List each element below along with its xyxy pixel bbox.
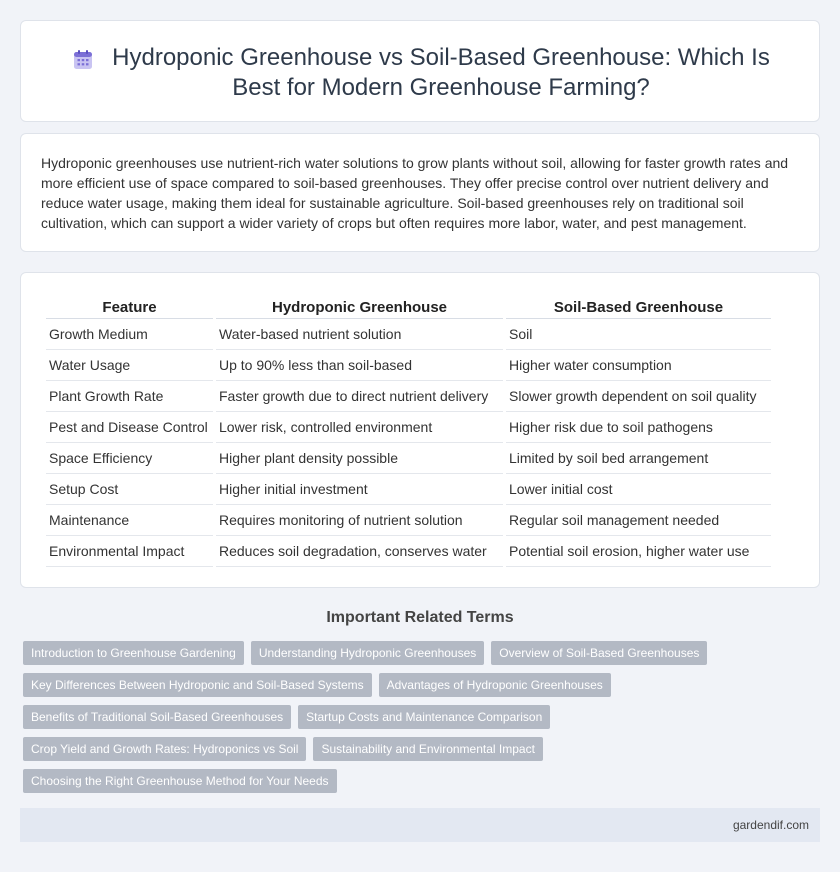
table-cell: Lower initial cost — [506, 474, 771, 505]
comparison-table — [43, 296, 774, 567]
page-title: Hydroponic Greenhouse vs Soil-Based Greenhouse: Which Is Best for Modern Greenhouse Farming? — [112, 44, 770, 101]
table-cell: Requires monitoring of nutrient solution — [216, 505, 503, 536]
table-cell: Pest and Disease Control — [46, 412, 213, 443]
table-cell: Up to 90% less than soil-based — [216, 350, 503, 381]
table-cell: Limited by soil bed arrangement — [506, 443, 771, 474]
table-header-row — [46, 296, 771, 319]
footer — [20, 808, 820, 842]
table-cell: Growth Medium — [46, 319, 213, 350]
related-term-tag[interactable]: Choosing the Right Greenhouse Method for Your Needs — [23, 769, 337, 793]
table-cell: Space Efficiency — [46, 443, 213, 474]
related-term-tag[interactable]: Introduction to Greenhouse Gardening — [23, 641, 244, 665]
footer-site-name: gardendif.com — [732, 818, 809, 832]
intro-paragraph: Hydroponic greenhouses use nutrient-rich water solutions to grow plants without soil, allowing for faster growth rates and more efficient use of space compared to soil-based greenhouses. They offer precise control over nutrient delivery and reduce water usage, making them ideal for sustainable agriculture. Soil-based greenhouses rely on traditional soil cultivation, which can support a wider variety of crops but often requires more labor, water, and pest management. — [41, 155, 789, 231]
table-cell: Soil — [506, 319, 771, 350]
table-cell: Maintenance — [46, 505, 213, 536]
table-cell: Water Usage — [46, 350, 213, 381]
table-cell: Setup Cost — [46, 474, 213, 505]
related-term-tag[interactable]: Startup Costs and Maintenance Comparison — [298, 705, 550, 729]
table-row — [46, 381, 771, 412]
related-term-tag[interactable]: Advantages of Hydroponic Greenhouses — [379, 673, 611, 697]
table-cell: Potential soil erosion, higher water use — [506, 536, 771, 567]
table-cell: Reduces soil degradation, conserves water — [216, 536, 503, 567]
table-cell: Higher risk due to soil pathogens — [506, 412, 771, 443]
table-row — [46, 412, 771, 443]
related-term-tag[interactable]: Key Differences Between Hydroponic and Soil-Based Systems — [23, 673, 372, 697]
table-row — [46, 536, 771, 567]
related-term-tag[interactable]: Crop Yield and Growth Rates: Hydroponics vs Soil — [23, 737, 306, 761]
header-card — [20, 20, 820, 122]
table-cell: Slower growth dependent on soil quality — [506, 381, 771, 412]
column-header-hydroponic: Hydroponic Greenhouse — [216, 296, 503, 319]
related-terms-title: Important Related Terms — [326, 609, 514, 626]
column-header-soil: Soil-Based Greenhouse — [506, 296, 771, 319]
related-terms-list — [23, 641, 813, 793]
table-row — [46, 350, 771, 381]
table-cell: Regular soil management needed — [506, 505, 771, 536]
table-cell: Environmental Impact — [46, 536, 213, 567]
related-term-tag[interactable]: Understanding Hydroponic Greenhouses — [251, 641, 484, 665]
intro-card — [20, 133, 820, 252]
table-cell: Faster growth due to direct nutrient delivery — [216, 381, 503, 412]
table-cell: Higher water consumption — [506, 350, 771, 381]
table-row — [46, 474, 771, 505]
table-row — [46, 505, 771, 536]
table-cell: Higher plant density possible — [216, 443, 503, 474]
related-term-tag[interactable]: Benefits of Traditional Soil-Based Greenhouses — [23, 705, 291, 729]
comparison-table-card — [20, 272, 820, 588]
table-cell: Water-based nutrient solution — [216, 319, 503, 350]
related-term-tag[interactable]: Sustainability and Environmental Impact — [313, 737, 542, 761]
table-cell: Higher initial investment — [216, 474, 503, 505]
column-header-feature: Feature — [46, 296, 213, 319]
table-cell: Lower risk, controlled environment — [216, 412, 503, 443]
table-row — [46, 443, 771, 474]
table-cell: Plant Growth Rate — [46, 381, 213, 412]
related-term-tag[interactable]: Overview of Soil-Based Greenhouses — [491, 641, 707, 665]
table-row — [46, 319, 771, 350]
